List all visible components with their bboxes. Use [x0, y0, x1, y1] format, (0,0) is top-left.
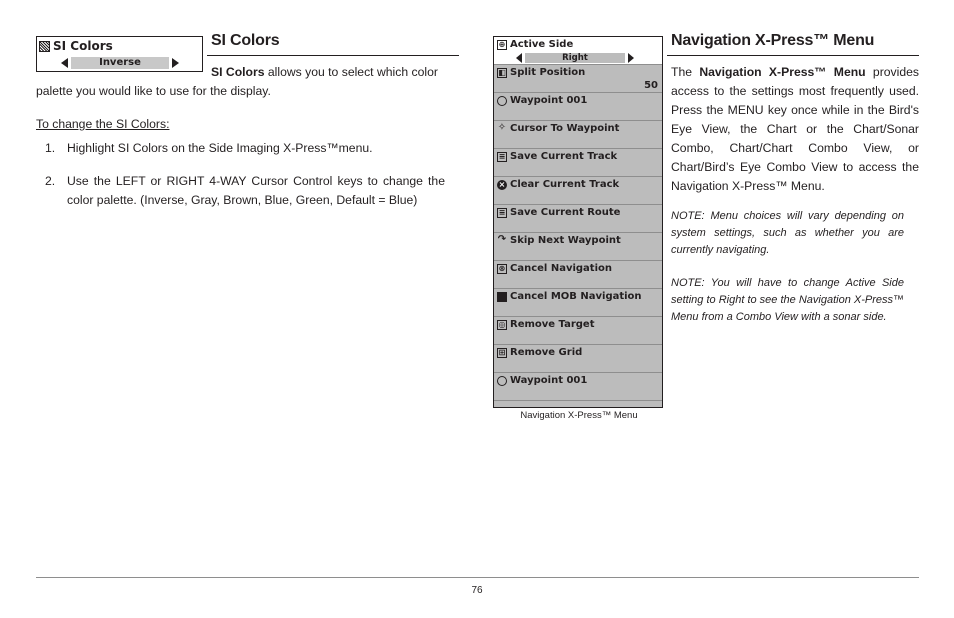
right-arrow-icon: [628, 53, 634, 63]
si-colors-icon: [39, 41, 50, 52]
step-2-text: Use the LEFT or RIGHT 4-WAY Cursor Control keys to change the color palette. (Inverse, Gray, Brown, Blue, Green, Default = Blue): [67, 174, 445, 207]
menu-item-remove-grid: ⊞ Remove Grid: [494, 345, 662, 373]
page-number: 76: [471, 585, 483, 596]
si-intro-line2: palette you would like to use for the display.: [36, 84, 271, 98]
cancel-navigation-icon: ⊗: [498, 264, 506, 273]
cancel-mob-icon: [497, 292, 507, 302]
si-intro-bold: SI Colors: [211, 65, 265, 79]
note-1: NOTE: Menu choices will vary depending on system settings, such as whether you are currently navigating.: [671, 210, 904, 256]
si-colors-widget-title: SI Colors: [39, 39, 168, 54]
split-position-icon: ◧: [498, 68, 506, 77]
menu-item-active-side: ⊕ Active Side Right: [494, 37, 662, 65]
left-arrow-icon: [516, 53, 522, 63]
cursor-icon: ✧: [497, 122, 507, 133]
nav-intro-bold: Navigation X-Press™ Menu: [699, 65, 866, 79]
save-track-icon: ≡: [498, 152, 506, 161]
remove-grid-icon: ⊞: [498, 348, 506, 357]
menu-item-save-current-route: ≡ Save Current Route: [494, 205, 662, 233]
split-position-value: 50: [644, 80, 658, 91]
menu-item-cancel-mob-navigation: Cancel MOB Navigation: [494, 289, 662, 317]
nav-xpress-heading: Navigation X-Press™ Menu: [671, 32, 875, 49]
si-colors-value: Inverse: [71, 57, 169, 69]
menu-item-remove-target: ◎ Remove Target: [494, 317, 662, 345]
remove-target-icon: ◎: [498, 320, 506, 329]
si-intro-text: allows you to select which color: [264, 65, 438, 79]
si-colors-heading: SI Colors: [211, 32, 280, 49]
menu-item-cancel-navigation: ⊗ Cancel Navigation: [494, 261, 662, 289]
si-heading-rule: [207, 55, 459, 56]
nav-menu-caption: Navigation X-Press™ Menu: [520, 410, 638, 421]
menu-item-waypoint-001-b: Waypoint 001: [494, 373, 662, 401]
si-intro-line1: [211, 63, 459, 82]
menu-item-skip-next-waypoint: ↷ Skip Next Waypoint: [494, 233, 662, 261]
active-side-value-selector: [516, 53, 634, 63]
navigation-xpress-menu: [493, 36, 663, 408]
si-colors-menu-widget: [36, 36, 203, 72]
menu-item-waypoint-001: Waypoint 001: [494, 93, 662, 121]
active-side-icon: ⊕: [498, 40, 506, 49]
step-2-number: 2.: [45, 174, 56, 188]
clear-track-icon: ×: [498, 180, 506, 189]
menu-item-split-position: ◧ Split Position 50: [494, 65, 662, 93]
active-side-value: Right: [525, 53, 625, 63]
waypoint-icon: [497, 376, 507, 386]
nav-intro-paragraph: The Navigation X-Press™ Menu provides access to the settings most frequently used. Press the MENU key once while in the Bird's Eye View, the Chart or the Chart/Sonar Combo, Chart/Chart Combo View, or Chart/Bird’s Eye Combo View to access the Navigation X-Press™ Menu.: [671, 65, 919, 193]
left-arrow-icon: [61, 58, 68, 68]
step-1-text: Highlight SI Colors on the Side Imaging X-Press™menu.: [67, 141, 373, 155]
step-1-number: 1.: [45, 141, 56, 155]
menu-item-clear-current-track: × Clear Current Track: [494, 177, 662, 205]
waypoint-icon: [497, 96, 507, 106]
menu-item-cursor-to-waypoint: ✧ Cursor To Waypoint: [494, 121, 662, 149]
save-route-icon: ≡: [498, 208, 506, 217]
skip-waypoint-icon: ↷: [497, 234, 507, 245]
nav-heading-rule: [667, 55, 919, 56]
right-arrow-icon: [172, 58, 179, 68]
footer-rule: [36, 577, 919, 578]
procedure-heading: To change the SI Colors:: [36, 117, 170, 131]
note-2: NOTE: You will have to change Active Side setting to Right to see the Navigation X-Press™ Menu from a Combo View with a sonar side.: [671, 277, 904, 323]
si-colors-value-selector: [61, 57, 179, 69]
menu-item-save-current-track: ≡ Save Current Track: [494, 149, 662, 177]
